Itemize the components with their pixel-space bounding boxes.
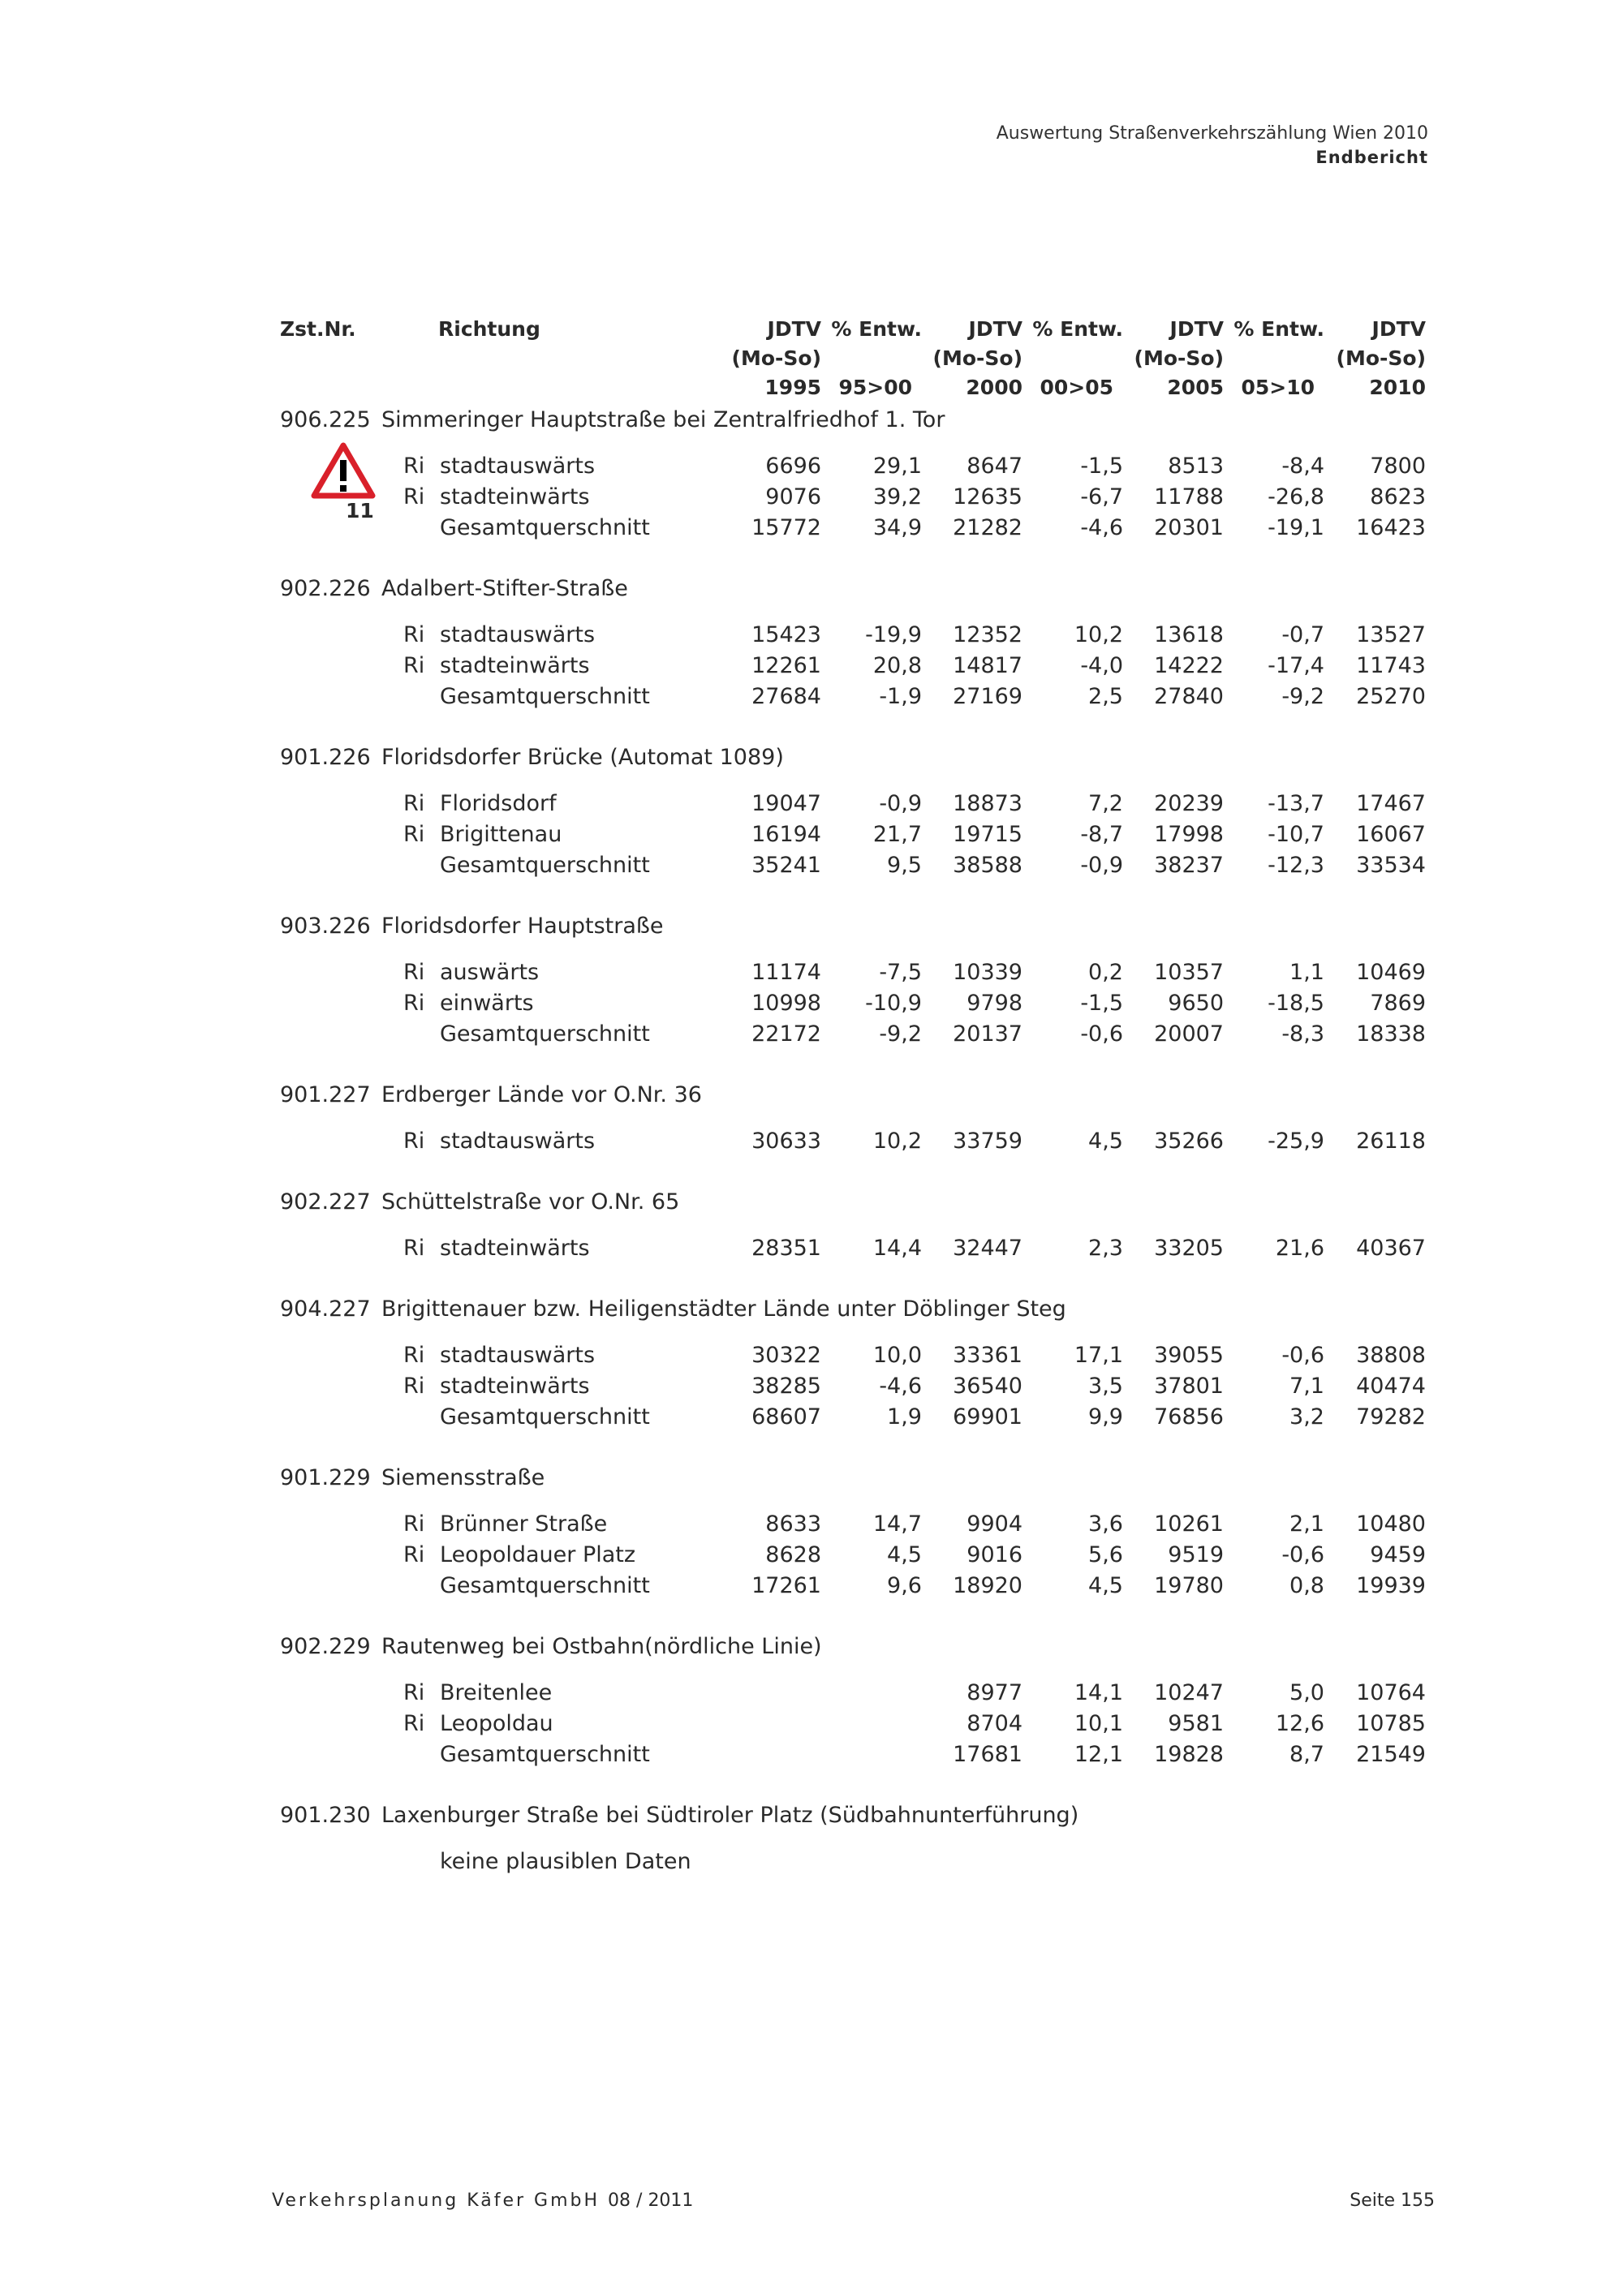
report-subtitle: Endbericht	[1315, 148, 1428, 167]
station-block	[0, 910, 1623, 1050]
table-cell: 9,5	[887, 853, 922, 878]
col-period-0005: 00>05	[1040, 376, 1113, 399]
table-cell: 16194	[751, 822, 821, 847]
table-cell: -1,9	[879, 684, 922, 709]
table-cell: 35266	[1154, 1129, 1224, 1154]
station-number: 902.229	[280, 1634, 371, 1659]
col-period-9500: 95>00	[838, 376, 912, 399]
direction-prefix: Ri	[403, 454, 425, 479]
table-cell: 29,1	[872, 454, 922, 479]
direction-prefix: Ri	[403, 822, 425, 847]
direction-label: Leopoldau	[440, 1711, 553, 1736]
table-cell: 28351	[751, 1236, 821, 1261]
table-cell: -4,0	[1080, 653, 1123, 678]
table-cell: 30322	[751, 1343, 821, 1368]
station-header	[0, 742, 1623, 774]
table-cell: 17,1	[1074, 1343, 1123, 1368]
table-cell: -0,6	[1281, 1542, 1324, 1567]
table-cell: 39,2	[872, 484, 922, 510]
table-row	[0, 1126, 1623, 1157]
station-block	[0, 1631, 1623, 1770]
table-cell: 20239	[1154, 791, 1224, 816]
direction-prefix: Ri	[403, 653, 425, 678]
table-cell: 19047	[751, 791, 821, 816]
table-cell: 19780	[1154, 1573, 1224, 1598]
table-cell: 10247	[1154, 1680, 1224, 1705]
table-row	[0, 1540, 1623, 1571]
col-jdtv-1995-header: JDTV	[767, 317, 821, 341]
footer-page-number: Seite 155	[1350, 2191, 1435, 2211]
col-moso-2005: (Mo-So)	[1134, 346, 1224, 370]
table-cell: 4,5	[1088, 1129, 1123, 1154]
table-cell: 34,9	[872, 515, 922, 540]
table-header	[0, 315, 1623, 404]
station-header	[0, 910, 1623, 943]
direction-prefix: Ri	[403, 1711, 425, 1736]
direction-label: stadteinwärts	[440, 653, 590, 678]
table-cell: 68607	[751, 1404, 821, 1430]
table-cell: 8647	[966, 454, 1022, 479]
station-rows	[0, 1494, 1623, 1602]
table-cell: -4,6	[1080, 515, 1123, 540]
station-header	[0, 573, 1623, 605]
station-rows	[0, 605, 1623, 712]
table-cell: 14,4	[872, 1236, 922, 1261]
table-cell: 36540	[953, 1374, 1022, 1399]
station-rows	[0, 1111, 1623, 1157]
station-header	[0, 1293, 1623, 1326]
station-block	[0, 1186, 1623, 1264]
direction-prefix: Ri	[403, 1511, 425, 1537]
footer-company	[272, 2191, 693, 2211]
table-cell: 38588	[953, 853, 1022, 878]
station-block	[0, 1293, 1623, 1433]
direction-label: Gesamtquerschnitt	[440, 1404, 650, 1430]
table-body	[0, 404, 1623, 1907]
table-cell: 9904	[966, 1511, 1022, 1537]
table-cell: 38808	[1356, 1343, 1426, 1368]
table-cell: 17261	[751, 1573, 821, 1598]
table-cell: 18873	[953, 791, 1022, 816]
table-cell: 12,1	[1074, 1742, 1123, 1767]
direction-label: Brigittenau	[440, 822, 562, 847]
direction-label: stadtauswärts	[440, 1129, 596, 1154]
table-row	[0, 620, 1623, 651]
table-cell: 14817	[953, 653, 1022, 678]
direction-prefix: Ri	[403, 1129, 425, 1154]
direction-prefix: Ri	[403, 991, 425, 1016]
table-cell: 21,7	[872, 822, 922, 847]
station-block	[0, 1462, 1623, 1602]
direction-label: Gesamtquerschnitt	[440, 1021, 650, 1047]
station-number: 901.226	[280, 745, 371, 770]
station-number: 901.227	[280, 1082, 371, 1107]
table-cell: -0,7	[1281, 622, 1324, 647]
table-cell: 10,2	[872, 1129, 922, 1154]
station-number: 903.226	[280, 914, 371, 939]
table-row	[0, 1509, 1623, 1540]
table-row	[0, 1340, 1623, 1371]
direction-prefix: Ri	[403, 1680, 425, 1705]
station-block	[0, 742, 1623, 881]
table-cell: 12,6	[1275, 1711, 1324, 1736]
direction-label: stadtauswärts	[440, 454, 596, 479]
table-cell: 15423	[751, 622, 821, 647]
table-cell: 15772	[751, 515, 821, 540]
table-row	[0, 819, 1623, 850]
table-cell: 7,1	[1289, 1374, 1324, 1399]
station-rows	[0, 436, 1623, 544]
table-cell: -19,1	[1268, 515, 1324, 540]
station-name: Erdberger Lände vor O.Nr. 36	[381, 1082, 702, 1107]
station-rows	[0, 1663, 1623, 1770]
col-entw-9500-header: % Entw.	[831, 317, 922, 341]
direction-label: auswärts	[440, 960, 540, 985]
table-row	[0, 850, 1623, 881]
table-row	[0, 988, 1623, 1019]
table-cell: 13618	[1154, 622, 1224, 647]
table-cell: -0,9	[879, 791, 922, 816]
table-row	[0, 651, 1623, 681]
table-row	[0, 1233, 1623, 1264]
col-richtung-header: Richtung	[438, 317, 540, 341]
table-cell: 8704	[966, 1711, 1022, 1736]
table-cell: 69901	[953, 1404, 1022, 1430]
col-year-2005: 2005	[1167, 376, 1224, 399]
col-year-2000: 2000	[966, 376, 1022, 399]
table-row	[0, 1571, 1623, 1602]
table-cell: 10,2	[1074, 622, 1123, 647]
station-name: Floridsdorfer Brücke (Automat 1089)	[381, 745, 784, 770]
table-cell: 33205	[1154, 1236, 1224, 1261]
direction-prefix: Ri	[403, 791, 425, 816]
col-jdtv-2010-header: JDTV	[1371, 317, 1426, 341]
table-cell: 5,0	[1289, 1680, 1324, 1705]
no-data-note-row	[0, 1832, 1623, 1877]
table-cell: 20301	[1154, 515, 1224, 540]
table-cell: 9076	[765, 484, 821, 510]
direction-prefix: Ri	[403, 960, 425, 985]
station-header	[0, 404, 1623, 436]
table-cell: 9650	[1168, 991, 1224, 1016]
station-number: 906.225	[280, 407, 371, 432]
station-rows	[0, 774, 1623, 881]
footer-company-name: Verkehrsplanung Käfer GmbH	[272, 2191, 601, 2211]
table-cell: 14222	[1154, 653, 1224, 678]
table-cell: 30633	[751, 1129, 821, 1154]
table-cell: 12635	[953, 484, 1022, 510]
table-cell: 17681	[953, 1742, 1022, 1767]
table-cell: -26,8	[1268, 484, 1324, 510]
station-number: 904.227	[280, 1296, 371, 1322]
table-cell: -10,9	[865, 991, 922, 1016]
stations-list	[0, 404, 1623, 1877]
direction-prefix: Ri	[403, 1374, 425, 1399]
table-cell: -9,2	[879, 1021, 922, 1047]
station-number: 901.229	[280, 1465, 371, 1490]
table-cell: 20007	[1154, 1021, 1224, 1047]
station-block	[0, 1079, 1623, 1157]
table-cell: 9016	[966, 1542, 1022, 1567]
table-cell: 38285	[751, 1374, 821, 1399]
table-cell: 7869	[1370, 991, 1426, 1016]
col-jdtv-2005-header: JDTV	[1169, 317, 1224, 341]
table-cell: 12261	[751, 653, 821, 678]
table-cell: 10339	[953, 960, 1022, 985]
table-cell: 39055	[1154, 1343, 1224, 1368]
station-block	[0, 404, 1623, 544]
station-name: Schüttelstraße vor O.Nr. 65	[381, 1189, 680, 1215]
table-cell: 3,2	[1289, 1404, 1324, 1430]
table-cell: 11743	[1356, 653, 1426, 678]
direction-label: Floridsdorf	[440, 791, 557, 816]
table-cell: 33759	[953, 1129, 1022, 1154]
table-cell: 9459	[1370, 1542, 1426, 1567]
direction-label: stadteinwärts	[440, 484, 590, 510]
table-cell: 9581	[1168, 1711, 1224, 1736]
table-cell: 5,6	[1088, 1542, 1123, 1567]
table-cell: 17998	[1154, 822, 1224, 847]
table-cell: 40367	[1356, 1236, 1426, 1261]
station-name: Siemensstraße	[381, 1465, 545, 1490]
station-number: 902.227	[280, 1189, 371, 1215]
table-cell: 10469	[1356, 960, 1426, 985]
table-cell: 40474	[1356, 1374, 1426, 1399]
direction-label: einwärts	[440, 991, 534, 1016]
table-cell: 10261	[1154, 1511, 1224, 1537]
table-cell: 8977	[966, 1680, 1022, 1705]
table-cell: 11174	[751, 960, 821, 985]
footer-date: 08 / 2011	[608, 2191, 694, 2211]
table-cell: -13,7	[1268, 791, 1324, 816]
table-cell: 9798	[966, 991, 1022, 1016]
table-cell: 37801	[1154, 1374, 1224, 1399]
station-name: Rautenweg bei Ostbahn(nördliche Linie)	[381, 1634, 822, 1659]
direction-label: Gesamtquerschnitt	[440, 515, 650, 540]
direction-label: Gesamtquerschnitt	[440, 853, 650, 878]
table-row	[0, 1019, 1623, 1050]
table-cell: 13527	[1356, 622, 1426, 647]
direction-prefix: Ri	[403, 484, 425, 510]
table-cell: 8633	[765, 1511, 821, 1537]
table-cell: 3,5	[1088, 1374, 1123, 1399]
direction-label: stadtauswärts	[440, 622, 596, 647]
table-cell: 10785	[1356, 1711, 1426, 1736]
table-cell: 33361	[953, 1343, 1022, 1368]
table-cell: 38237	[1154, 853, 1224, 878]
table-cell: 26118	[1356, 1129, 1426, 1154]
col-period-0510: 05>10	[1241, 376, 1315, 399]
table-cell: 0,8	[1289, 1573, 1324, 1598]
table-row	[0, 451, 1623, 482]
table-cell: 33534	[1356, 853, 1426, 878]
direction-label: stadtauswärts	[440, 1343, 596, 1368]
table-cell: -8,3	[1281, 1021, 1324, 1047]
table-cell: 10,1	[1074, 1711, 1123, 1736]
table-cell: 7,2	[1088, 791, 1123, 816]
table-row	[0, 1371, 1623, 1402]
direction-label: Brünner Straße	[440, 1511, 608, 1537]
col-moso-2000: (Mo-So)	[932, 346, 1022, 370]
table-cell: 9519	[1168, 1542, 1224, 1567]
table-cell: 8,7	[1289, 1742, 1324, 1767]
station-rows	[0, 943, 1623, 1050]
table-cell: 10,0	[872, 1343, 922, 1368]
table-cell: 10480	[1356, 1511, 1426, 1537]
direction-label: Gesamtquerschnitt	[440, 684, 650, 709]
table-cell: 16067	[1356, 822, 1426, 847]
table-cell: -6,7	[1080, 484, 1123, 510]
table-cell: 79282	[1356, 1404, 1426, 1430]
table-cell: 9,9	[1088, 1404, 1123, 1430]
table-cell: 10998	[751, 991, 821, 1016]
table-row	[0, 1402, 1623, 1433]
direction-label: Leopoldauer Platz	[440, 1542, 636, 1567]
table-cell: -19,9	[865, 622, 922, 647]
table-cell: 19939	[1356, 1573, 1426, 1598]
table-cell: 27684	[751, 684, 821, 709]
table-cell: -10,7	[1268, 822, 1324, 847]
table-cell: 10357	[1154, 960, 1224, 985]
table-cell: 1,9	[887, 1404, 922, 1430]
table-cell: 76856	[1154, 1404, 1224, 1430]
table-cell: 14,1	[1074, 1680, 1123, 1705]
station-block	[0, 1799, 1623, 1877]
table-cell: 6696	[765, 454, 821, 479]
table-row	[0, 513, 1623, 544]
station-name: Brigittenauer bzw. Heiligenstädter Lände unter Döblinger Steg	[381, 1296, 1066, 1322]
table-cell: -17,4	[1268, 653, 1324, 678]
col-year-1995: 1995	[764, 376, 821, 399]
table-row	[0, 1709, 1623, 1739]
table-cell: -4,6	[879, 1374, 922, 1399]
table-cell: -12,3	[1268, 853, 1324, 878]
table-cell: 20137	[953, 1021, 1022, 1047]
no-data-note: keine plausiblen Daten	[440, 1849, 691, 1874]
table-cell: -0,9	[1080, 853, 1123, 878]
table-cell: 27840	[1154, 684, 1224, 709]
station-number: 901.230	[280, 1803, 371, 1828]
station-number: 902.226	[280, 576, 371, 601]
table-cell: -0,6	[1080, 1021, 1123, 1047]
table-cell: 8628	[765, 1542, 821, 1567]
station-name: Floridsdorfer Hauptstraße	[381, 914, 664, 939]
table-row	[0, 789, 1623, 819]
table-cell: 1,1	[1289, 960, 1324, 985]
table-row	[0, 482, 1623, 513]
table-cell: 19828	[1154, 1742, 1224, 1767]
table-cell: 20,8	[872, 653, 922, 678]
table-cell: -7,5	[879, 960, 922, 985]
table-cell: 35241	[751, 853, 821, 878]
table-cell: 27169	[953, 684, 1022, 709]
col-moso-2010: (Mo-So)	[1336, 346, 1426, 370]
station-header	[0, 1799, 1623, 1832]
table-cell: 8623	[1370, 484, 1426, 510]
table-cell: -18,5	[1268, 991, 1324, 1016]
table-cell: 3,6	[1088, 1511, 1123, 1537]
table-cell: 17467	[1356, 791, 1426, 816]
table-cell: -25,9	[1268, 1129, 1324, 1154]
direction-prefix: Ri	[403, 622, 425, 647]
col-entw-0005-header: % Entw.	[1032, 317, 1123, 341]
station-header	[0, 1631, 1623, 1663]
table-cell: 2,5	[1088, 684, 1123, 709]
col-entw-0510-header: % Entw.	[1233, 317, 1324, 341]
table-cell: 32447	[953, 1236, 1022, 1261]
station-rows	[0, 1219, 1623, 1264]
table-cell: 21,6	[1275, 1236, 1324, 1261]
table-cell: 16423	[1356, 515, 1426, 540]
table-cell: 9,6	[887, 1573, 922, 1598]
station-block	[0, 573, 1623, 712]
station-header	[0, 1462, 1623, 1494]
table-cell: 0,2	[1088, 960, 1123, 985]
station-header	[0, 1079, 1623, 1111]
table-row	[0, 957, 1623, 988]
col-moso-1995: (Mo-So)	[731, 346, 821, 370]
table-cell: -9,2	[1281, 684, 1324, 709]
table-cell: 19715	[953, 822, 1022, 847]
col-year-2010: 2010	[1369, 376, 1426, 399]
direction-label: stadteinwärts	[440, 1236, 590, 1261]
station-header	[0, 1186, 1623, 1219]
direction-label: stadteinwärts	[440, 1374, 590, 1399]
table-row	[0, 1739, 1623, 1770]
direction-prefix: Ri	[403, 1343, 425, 1368]
table-cell: 10764	[1356, 1680, 1426, 1705]
table-cell: 4,5	[1088, 1573, 1123, 1598]
table-cell: 12352	[953, 622, 1022, 647]
table-cell: 2,1	[1289, 1511, 1324, 1537]
direction-prefix: Ri	[403, 1236, 425, 1261]
direction-label: Gesamtquerschnitt	[440, 1742, 650, 1767]
station-rows	[0, 1326, 1623, 1433]
table-cell: -8,4	[1281, 454, 1324, 479]
table-cell: -1,5	[1080, 991, 1123, 1016]
table-cell: 11788	[1154, 484, 1224, 510]
table-cell: -0,6	[1281, 1343, 1324, 1368]
station-name: Adalbert-Stifter-Straße	[381, 576, 628, 601]
table-cell: -8,7	[1080, 822, 1123, 847]
direction-label: Gesamtquerschnitt	[440, 1573, 650, 1598]
warning-number: 11	[346, 499, 374, 522]
station-name: Simmeringer Hauptstraße bei Zentralfriedhof 1. Tor	[381, 407, 945, 432]
table-row	[0, 681, 1623, 712]
direction-label: Breitenlee	[440, 1680, 553, 1705]
table-cell: 21282	[953, 515, 1022, 540]
table-cell: -1,5	[1080, 454, 1123, 479]
col-jdtv-2000-header: JDTV	[968, 317, 1022, 341]
table-cell: 22172	[751, 1021, 821, 1047]
table-cell: 7800	[1370, 454, 1426, 479]
table-cell: 14,7	[872, 1511, 922, 1537]
table-cell: 18920	[953, 1573, 1022, 1598]
table-cell: 8513	[1168, 454, 1224, 479]
direction-prefix: Ri	[403, 1542, 425, 1567]
table-cell: 21549	[1356, 1742, 1426, 1767]
table-row	[0, 1678, 1623, 1709]
table-cell: 4,5	[887, 1542, 922, 1567]
col-zst-header: Zst.Nr.	[280, 317, 356, 341]
report-title: Auswertung Straßenverkehrszählung Wien 2010	[996, 123, 1428, 144]
table-cell: 25270	[1356, 684, 1426, 709]
table-cell: 2,3	[1088, 1236, 1123, 1261]
station-name: Laxenburger Straße bei Südtiroler Platz (Südbahnunterführung)	[381, 1803, 1079, 1828]
table-cell: 18338	[1356, 1021, 1426, 1047]
